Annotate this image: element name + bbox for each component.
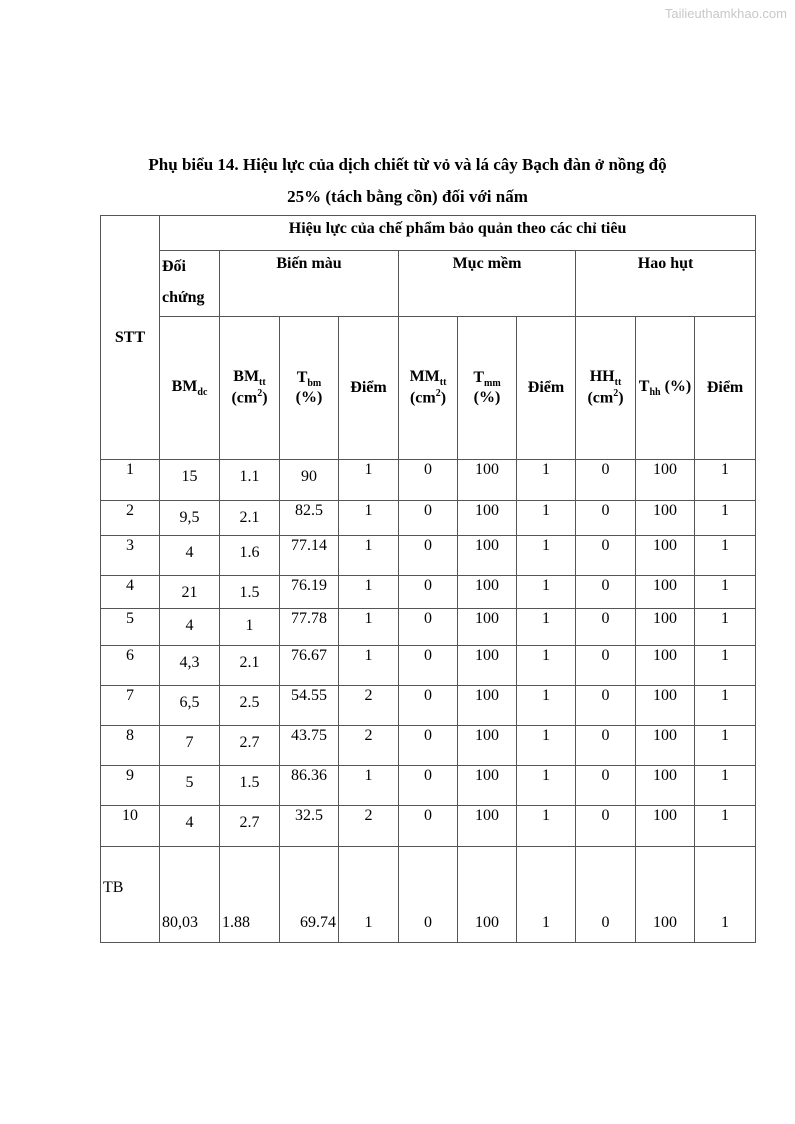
table-cell: 0 [399,576,458,609]
table-cell: 76.67 [280,646,339,686]
row-index: 3 [101,536,160,576]
loss-header: Hao hụt [576,251,756,317]
table-cell: 1 [339,536,399,576]
col-t-mm [458,317,517,460]
table-cell: 0 [576,460,636,501]
table-cell: 15 [160,460,220,501]
table-cell: 0 [576,766,636,806]
table-cell: 1 [695,501,756,536]
col-hh-tt [576,317,636,460]
table-cell: 1 [695,766,756,806]
table-cell: 1.5 [220,576,280,609]
table-cell: 100 [636,501,695,536]
total-cell: 1 [339,847,399,943]
row-index: 10 [101,806,160,847]
table-cell: 1 [339,576,399,609]
col-t-hh-label: T [638,377,650,395]
table-cell: 7 [160,726,220,766]
table-cell: 1 [517,686,576,726]
table-cell: 4 [160,609,220,646]
table-cell: 100 [636,576,695,609]
table-cell: 100 [636,806,695,847]
soft-rot-header: Mục mềm [399,251,576,317]
table-cell: 100 [636,609,695,646]
col-mm-tt-sub: tt [439,377,447,389]
table-cell: 0 [576,536,636,576]
table-cell: 5 [160,766,220,806]
table-cell: 54.55 [280,686,339,726]
table-cell: 4 [160,536,220,576]
total-cell: 100 [636,847,695,943]
total-cell: 100 [458,847,517,943]
table-cell: 32.5 [280,806,339,847]
table-cell: 100 [458,609,517,646]
table-cell: 1 [695,646,756,686]
col-bm-dc-sub: dc [197,387,208,399]
table-cell: 100 [458,806,517,847]
table-cell: 2 [339,686,399,726]
col-t-hh-unit: (%) [660,377,692,395]
total-cell: 1.88 [220,847,280,943]
results-table [100,215,756,943]
table-row [101,726,756,766]
table-row [101,460,756,501]
unit-sup: 2 [257,388,263,400]
table-cell: 100 [458,646,517,686]
table-cell: 1.6 [220,536,280,576]
table-cell: 1.5 [220,766,280,806]
table-cell: 1 [695,576,756,609]
table-body [101,460,756,943]
table-cell: 1 [517,806,576,847]
table-cell: 100 [458,536,517,576]
table-cell: 2.5 [220,686,280,726]
watermark: Tailieuthamkhao.com [664,6,787,21]
table-cell: 90 [280,460,339,501]
table-cell: 1 [517,766,576,806]
table-cell: 0 [399,686,458,726]
table-row [101,686,756,726]
table-cell: 1 [695,686,756,726]
total-row [101,847,756,943]
unit-close: ) [618,389,624,407]
table-cell: 1 [695,460,756,501]
table-cell: 0 [399,536,458,576]
discoloration-header: Biến màu [220,251,399,317]
unit-sup: 2 [613,388,619,400]
table-cell: 86.36 [280,766,339,806]
table-cell: 100 [458,501,517,536]
title-line-2: 25% (tách bằng cồn) đối với nấm [287,187,528,206]
table-cell: 100 [636,646,695,686]
col-mm-tt-label: MM [409,368,440,386]
table-cell: 100 [458,686,517,726]
table-cell: 100 [636,460,695,501]
col-t-mm-sub: mm [484,378,501,390]
table-cell: 1 [517,501,576,536]
col-t-hh [636,317,695,460]
table-cell: 77.14 [280,536,339,576]
table-cell: 1 [695,536,756,576]
table-row [101,576,756,609]
control-label-2: chứng [162,289,205,306]
table-cell: 0 [576,726,636,766]
table-cell: 2.1 [220,646,280,686]
table-cell: 2.1 [220,501,280,536]
total-cell: 80,03 [160,847,220,943]
table-cell: 4,3 [160,646,220,686]
row-index: 7 [101,686,160,726]
total-cell: 69.74 [280,847,339,943]
table-cell: 100 [636,686,695,726]
group-header: Hiệu lực của chế phẩm bảo quản theo các chỉ tiêu [160,216,756,251]
unit-cm: (cm [231,389,258,407]
total-cell: 0 [576,847,636,943]
stt-header: STT [101,216,160,460]
col-hh-tt-sub: tt [614,377,622,389]
table-cell: 1 [517,726,576,766]
unit-cm: (cm [587,389,614,407]
row-index: 9 [101,766,160,806]
unit-sup: 2 [435,388,441,400]
table-cell: 0 [576,609,636,646]
table-row [101,646,756,686]
table-cell: 0 [399,726,458,766]
table-cell: 0 [576,501,636,536]
table-cell: 100 [458,766,517,806]
col-bm-tt-sub: tt [259,377,266,389]
unit-close: ) [440,389,447,407]
table-cell: 1 [339,766,399,806]
table-cell: 6,5 [160,686,220,726]
table-cell: 21 [160,576,220,609]
table-cell: 0 [399,766,458,806]
table-cell: 1 [695,609,756,646]
col-hh-tt-label: HH [589,368,615,386]
table-cell: 1 [695,726,756,766]
table-cell: 2 [339,726,399,766]
table-cell: 77.78 [280,609,339,646]
col-bm-tt [220,317,280,460]
col-mm-tt [399,317,458,460]
table-cell: 0 [399,806,458,847]
col-bm-dc [160,317,220,460]
table-cell: 4 [160,806,220,847]
unit-close: ) [262,389,268,407]
col-diem-2: Điểm [517,317,576,460]
col-t-bm-label: T [296,368,308,386]
table-cell: 100 [458,460,517,501]
table-cell: 0 [399,460,458,501]
total-label: TB [101,847,160,943]
table-cell: 76.19 [280,576,339,609]
table-cell: 1 [695,806,756,847]
table-row [101,501,756,536]
col-t-bm [280,317,339,460]
table-row [101,609,756,646]
row-index: 6 [101,646,160,686]
unit-cm: (cm [409,389,436,407]
row-index: 4 [101,576,160,609]
total-cell: 0 [399,847,458,943]
row-index: 8 [101,726,160,766]
col-diem-1: Điểm [339,317,399,460]
table-cell: 2 [339,806,399,847]
row-index: 2 [101,501,160,536]
table-cell: 0 [576,806,636,847]
table-cell: 100 [636,726,695,766]
table-cell: 1 [517,460,576,501]
col-t-bm-sub: bm [307,378,322,390]
table-cell: 2.7 [220,806,280,847]
unit-pct: (%) [473,389,501,407]
table-cell: 1 [517,646,576,686]
total-cell: 1 [695,847,756,943]
table-cell: 0 [399,609,458,646]
table-cell: 0 [399,501,458,536]
table-cell: 82.5 [280,501,339,536]
table-cell: 0 [576,686,636,726]
table-cell: 1 [517,576,576,609]
table-cell: 2.7 [220,726,280,766]
table-cell: 1 [517,536,576,576]
col-t-mm-label: T [473,368,484,386]
table-cell: 0 [399,646,458,686]
table-cell: 0 [576,646,636,686]
table-cell: 1 [339,501,399,536]
col-bm-tt-label: BM [233,368,260,386]
table-cell: 9,5 [160,501,220,536]
control-header [160,251,220,317]
table-cell: 100 [458,726,517,766]
row-index: 5 [101,609,160,646]
col-bm-dc-label: BM [171,377,198,395]
unit-pct: (%) [295,389,323,407]
table-row [101,766,756,806]
table-cell: 100 [636,536,695,576]
title-line-1: Phụ biểu 14. Hiệu lực của dịch chiết từ vỏ và lá cây Bạch đàn ở nồng độ [148,155,667,174]
table-cell: 1 [517,609,576,646]
col-diem-3: Điểm [695,317,756,460]
col-t-hh-sub: hh [649,387,661,399]
table-cell: 100 [636,766,695,806]
table-row [101,806,756,847]
table-cell: 1 [220,609,280,646]
control-label-1: Đối [162,258,186,275]
table-cell: 43.75 [280,726,339,766]
table-row [101,536,756,576]
table-cell: 1 [339,609,399,646]
table-cell: 1 [339,646,399,686]
table-cell: 1 [339,460,399,501]
table-cell: 1.1 [220,460,280,501]
table-cell: 0 [576,576,636,609]
total-cell: 1 [517,847,576,943]
row-index: 1 [101,460,160,501]
table-cell: 100 [458,576,517,609]
